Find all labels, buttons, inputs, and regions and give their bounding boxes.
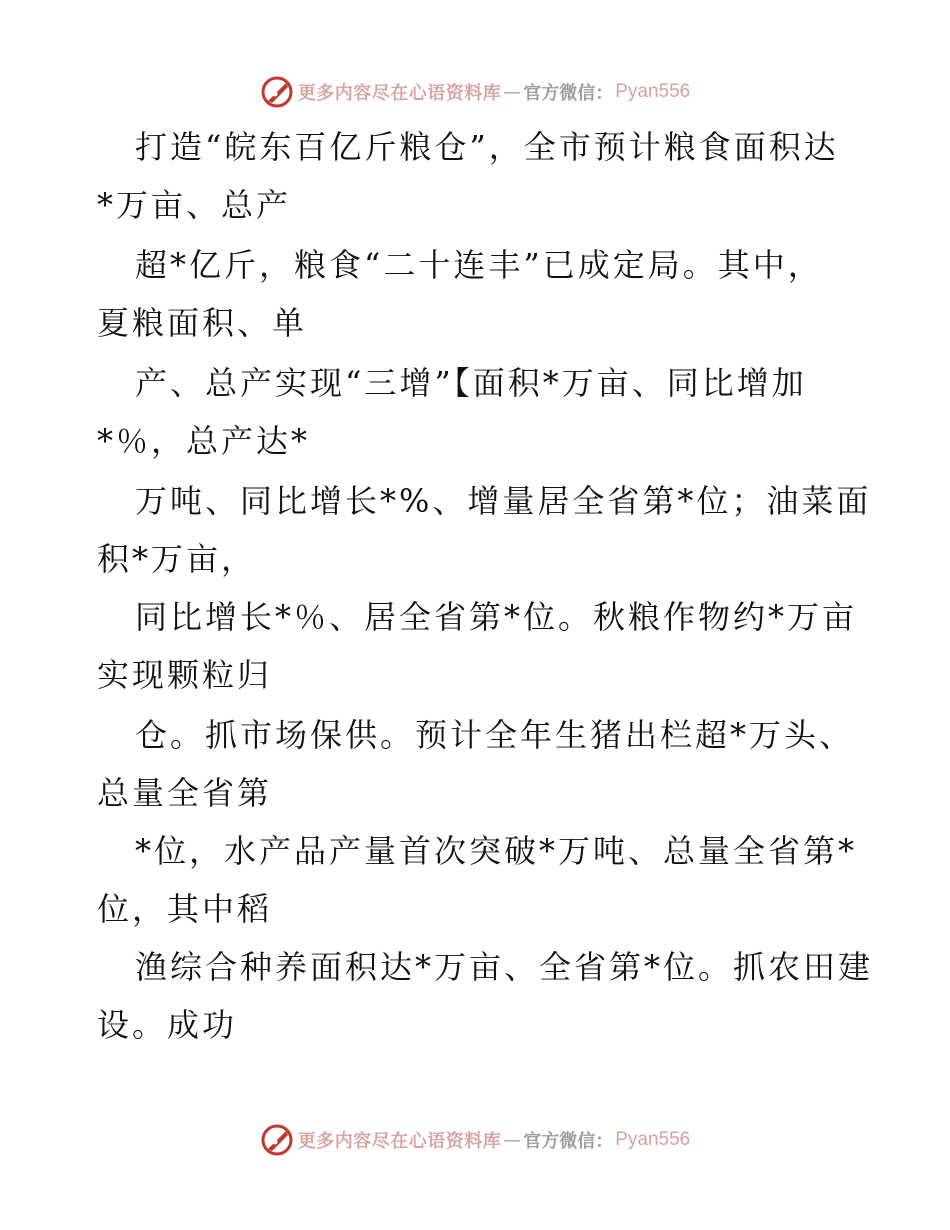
text-line: 同比增长*％、居全省第*位。秋粮作物约*万亩 — [135, 598, 858, 636]
banner-wechat-id: Pyan556 — [615, 81, 691, 102]
text-line: 积*万亩， — [97, 540, 257, 578]
banner-dash: — — [503, 1129, 522, 1151]
text-line: 产、总产实现“三增”【面积*万亩、同比增加 — [135, 364, 807, 402]
banner-wechat-label: 官方微信： — [523, 83, 614, 104]
banner-wechat-label: 官方微信： — [523, 1131, 614, 1152]
text-line: 万吨、同比增长*%、增量居全省第*位；油菜面 — [135, 482, 872, 520]
banner-text: 更多内容尽在心语资料库 — [297, 83, 502, 104]
banner-wechat-id: Pyan556 — [615, 1129, 691, 1150]
text-line: 超*亿斤，粮食“二十连丰”已成定局。其中， — [135, 246, 823, 284]
text-line: *位，水产品产量首次突破*万吨、总量全省第* — [135, 832, 858, 870]
banner-dash: — — [503, 81, 522, 103]
text-line: 夏粮面积、单 — [97, 304, 308, 342]
quill-seal-icon — [260, 1123, 294, 1157]
text-line: 总量全省第 — [97, 774, 273, 812]
text-line: *％，总产达* — [97, 422, 311, 460]
text-line: 位，其中稻 — [97, 890, 273, 928]
text-line: 设。成功 — [97, 1006, 238, 1044]
quill-seal-icon — [260, 75, 294, 109]
footer-banner — [0, 1120, 950, 1160]
text-line: 打造“皖东百亿斤粮仓”，全市预计粮食面积达 — [135, 128, 839, 166]
text-line: 仓。抓市场保供。预计全年生猪出栏超*万头、 — [135, 716, 855, 754]
text-line: *万亩、总产 — [97, 186, 292, 224]
text-line: 渔综合种养面积达*万亩、全省第*位。抓农田建 — [135, 948, 874, 986]
header-banner — [0, 72, 950, 112]
text-line: 实现颗粒归 — [97, 656, 273, 694]
banner-text: 更多内容尽在心语资料库 — [297, 1131, 502, 1152]
